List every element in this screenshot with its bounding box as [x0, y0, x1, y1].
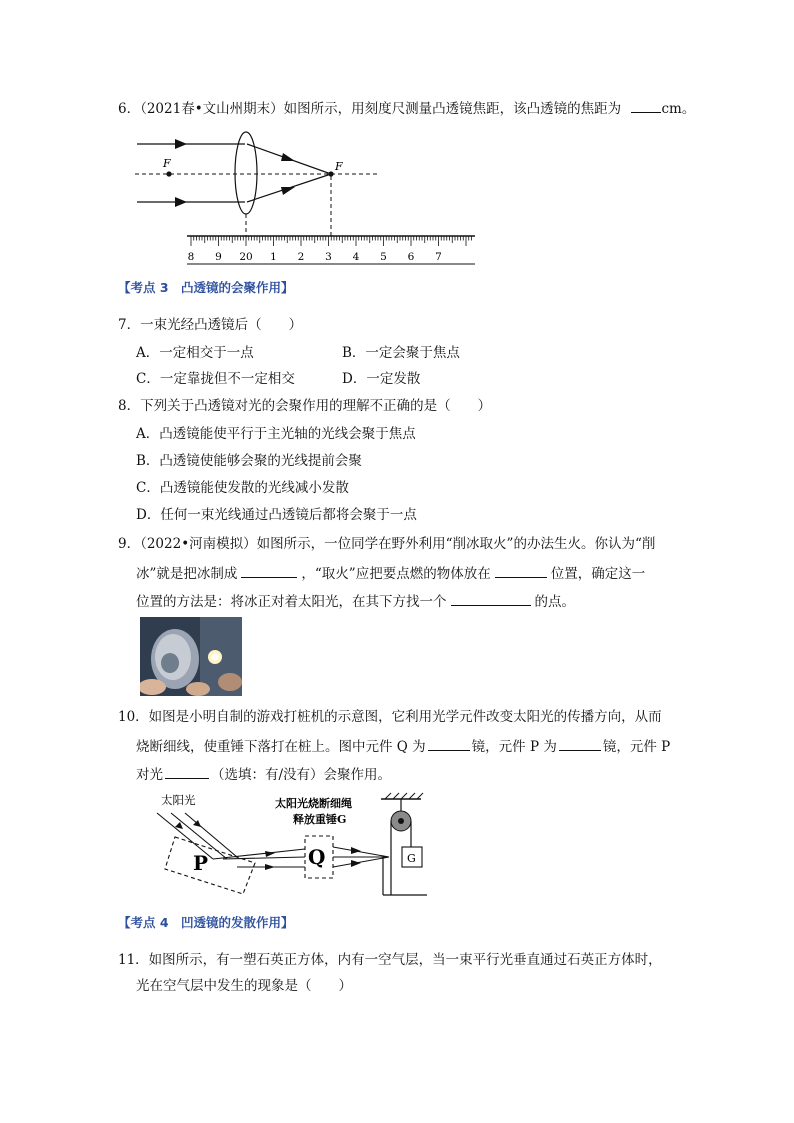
q9-text-3b: 的点。: [534, 594, 575, 610]
q8-option-c: C．凸透镜能使发散的光线减小发散: [136, 480, 349, 496]
q8-stem: 8．下列关于凸透镜对光的会聚作用的理解不正确的是（ ）: [118, 398, 492, 414]
q9-blank-1: [241, 563, 297, 578]
ruler-label: 1: [270, 251, 277, 263]
focus-label-left: F: [163, 157, 171, 170]
ruler-label: 6: [407, 251, 415, 263]
q10-line-1: 10．如图是小明自制的游戏打桩机的示意图，它利用光学元件改变太阳光的传播方向，从而: [118, 709, 662, 725]
q10-blank-2: [559, 736, 601, 751]
q7-option-b: B．一定会聚于焦点: [342, 345, 460, 361]
focus-label-right: F: [335, 160, 343, 173]
q9-blank-2: [495, 563, 547, 578]
convex-lens: [235, 132, 257, 214]
weight-g-label: G: [407, 852, 416, 865]
ruler-label: 5: [380, 251, 387, 263]
q10-pile-driver-figure: [145, 791, 435, 901]
q9-line-2: [136, 563, 645, 583]
q7-stem: 7．一束光经凸透镜后（ ）: [118, 317, 303, 333]
ruler-label: 2: [297, 251, 305, 263]
q11-line-2: 光在空气层中发生的现象是（ ）: [136, 978, 352, 994]
section-4-heading: 【考点 4 凹透镜的发散作用】: [118, 915, 294, 930]
element-p-label: P: [193, 851, 209, 875]
sunlight-label: 太阳光: [161, 793, 196, 807]
element-q-label: Q: [308, 845, 326, 869]
hand-right: [186, 682, 210, 696]
ruler-label: 20: [239, 251, 253, 263]
arrow-icon: [175, 822, 183, 829]
burn-label-line1: 太阳光烧断细绳: [275, 797, 352, 810]
burn-label-line2: 释放重锤G: [293, 813, 347, 826]
arrow-icon: [175, 139, 187, 149]
arrow-icon: [351, 847, 361, 854]
q9-text-3a: 位置的方法是：将冰正对着太阳光，在其下方找一个: [136, 594, 447, 610]
q10-line-2: [136, 736, 670, 756]
ruler: [187, 236, 475, 264]
q6-lens-ruler-figure: [135, 126, 480, 268]
q7-option-c: C．一定靠拢但不一定相交: [136, 371, 295, 387]
q10-text-2a: 烧断细线，使重锤下落打在桩上。图中元件 Q 为: [136, 739, 426, 755]
q9-line-3: [136, 591, 575, 611]
q10-text-2b: 镜，元件 P 为: [471, 739, 557, 755]
ruler-label: 3: [325, 251, 332, 263]
section-3-heading: 【考点 3 凸透镜的会聚作用】: [118, 280, 294, 295]
q7-option-d: D．一定发散: [342, 371, 421, 387]
q6-text: 6．（2021春•文山州期末）如图所示，用刻度尺测量凸透镜焦距，该凸透镜的焦距为: [118, 101, 622, 117]
q9-text-2b: ，“取火”应把要点燃的物体放在: [301, 566, 491, 582]
ruler-label: 9: [215, 251, 222, 263]
q10-line-3: [136, 764, 391, 784]
q9-text-2c: 位置，确定这一: [550, 566, 646, 582]
q6-stem: [118, 98, 695, 118]
arrow-icon: [265, 864, 275, 870]
arrow-icon: [175, 197, 187, 207]
q8-option-d: D．任何一束光线通过凸透镜后都将会聚于一点: [136, 507, 417, 523]
q9-text-2a: 冰”就是把冰制成: [136, 566, 238, 582]
q10-blank-3: [165, 764, 209, 779]
focus-point-left: [166, 171, 171, 176]
focus-point-right: [328, 171, 333, 176]
q6-unit: cm。: [661, 101, 696, 117]
q10-text-2c: 镜，元件 P: [602, 739, 671, 755]
q8-option-a: A．凸透镜能使平行于主光轴的光线会聚于焦点: [136, 426, 416, 442]
q6-blank: [631, 98, 661, 113]
ruler-label: 7: [435, 251, 442, 263]
arrow-icon: [281, 187, 295, 195]
q7-option-a: A．一定相交于一点: [136, 345, 254, 361]
q11-line-1: 11．如图所示，有一塑石英正方体，内有一空气层，当一束平行光垂直通过石英正方体时，: [118, 952, 662, 968]
q10-text-3a: 对光: [136, 767, 163, 783]
q9-line-1: 9．（2022•河南模拟）如图所示，一位同学在野外利用“削冰取火”的办法生火。你认为“削: [118, 536, 656, 552]
ruler-label: 8: [187, 251, 195, 263]
ice-lens-photo: [140, 617, 242, 696]
arrow-icon: [351, 860, 361, 867]
arrow-icon: [281, 153, 295, 161]
ruler-label: 4: [352, 251, 360, 263]
q8-option-b: B．凸透镜使能够会聚的光线提前会聚: [136, 453, 362, 469]
q10-text-3b: （选填：有/没有）会聚作用。: [211, 767, 392, 783]
q10-blank-1: [428, 736, 470, 751]
q9-blank-3: [451, 591, 531, 606]
